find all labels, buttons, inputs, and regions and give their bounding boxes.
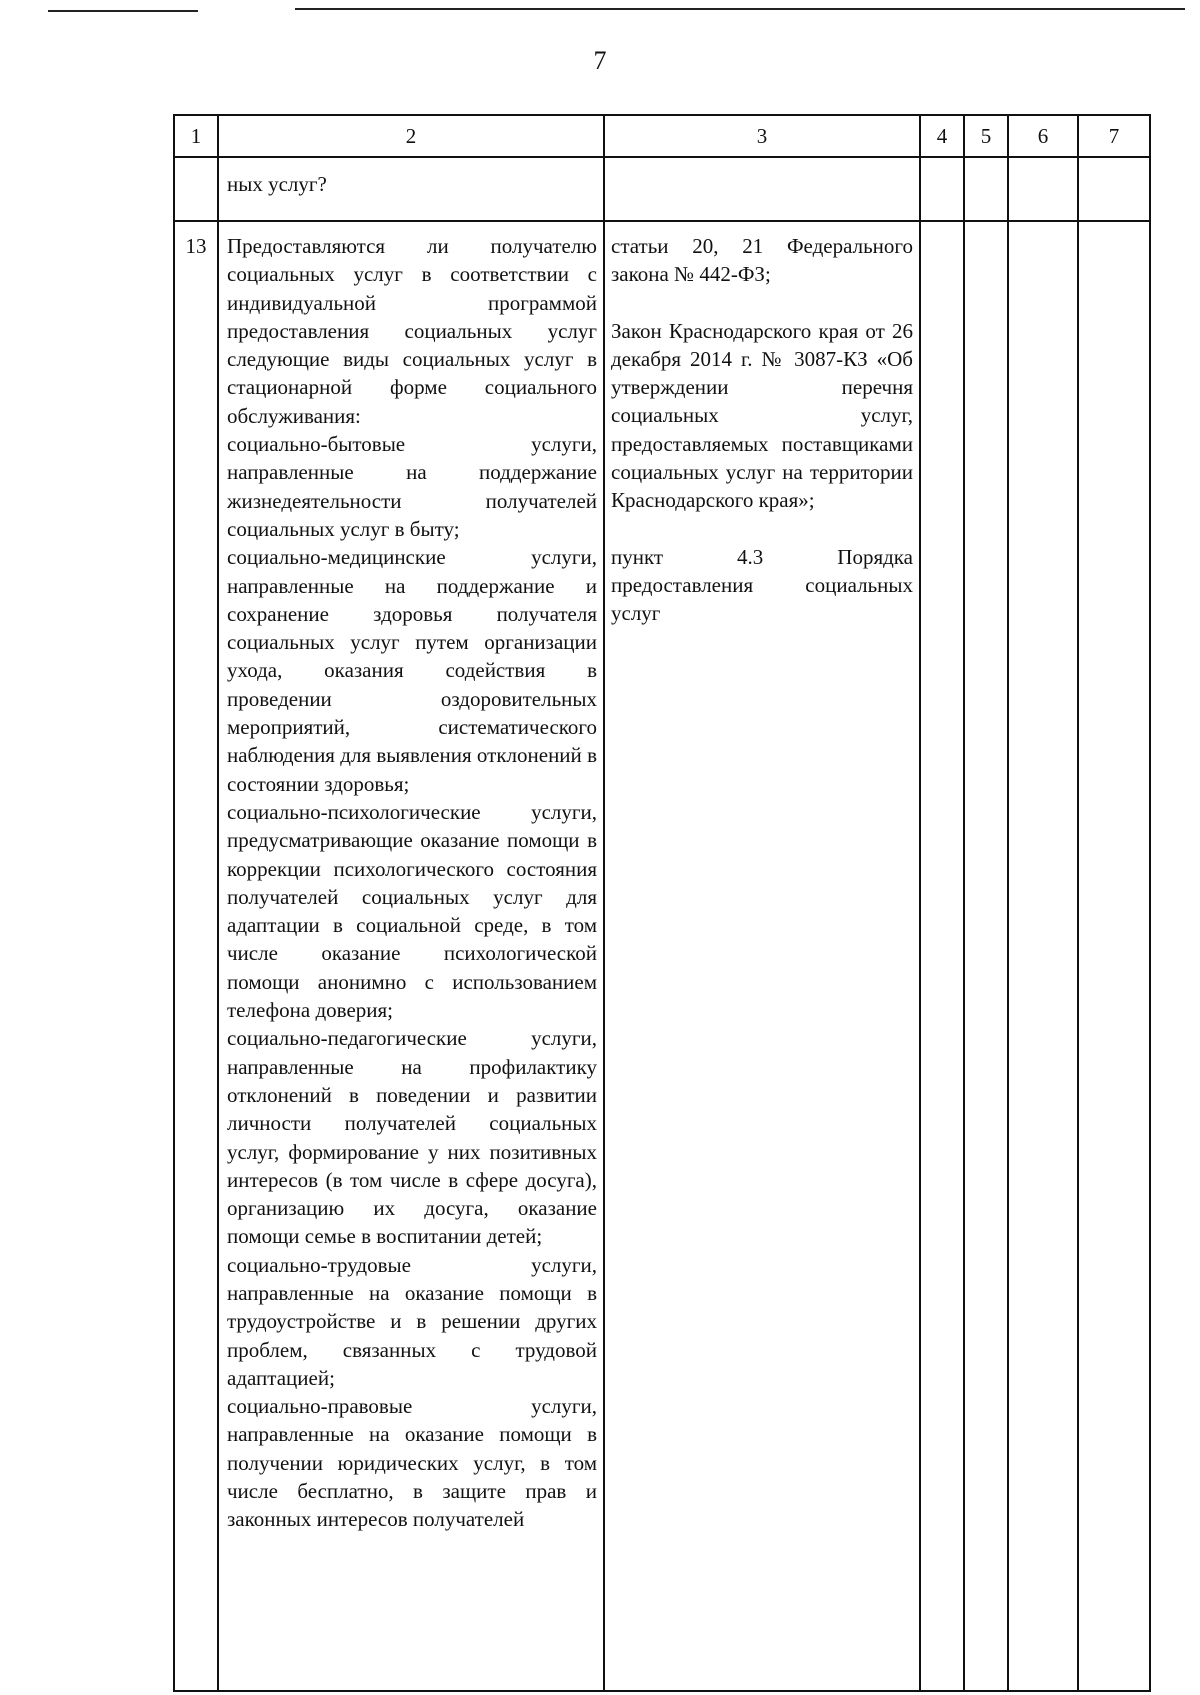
header-col-5: 5 [964, 115, 1008, 157]
service-social-psychological: социально-психологические услуги, предусматривающие оказание помощи в коррекции психологического состояния получателей социальных услуг для адаптации в социальной среде, в том числе оказание психологической помощи анонимно с использованием телефона доверия; [227, 799, 597, 1023]
answer-cell-4 [920, 221, 964, 1691]
cont-cell-7 [1078, 157, 1150, 221]
service-social-pedagogical: социально-педагогические услуги, направленные на профилактику отклонений в поведении и развитии личности получателей социальных услуг, формирование у них позитивных интересов (в том числе в сфере досуга), организацию их досуга, оказание помощи семье в воспитании детей; [227, 1026, 597, 1249]
cont-cell-2 [218, 157, 604, 221]
header-col-4: 4 [920, 115, 964, 157]
service-social-household: социально-бытовые услуги, направленные на поддержание жизнедеятельности получателей социальных услуг в быту; [227, 432, 597, 541]
scan-edge-line-left [48, 10, 198, 12]
cont-cell-4 [920, 157, 964, 221]
page-number: 7 [593, 46, 607, 75]
continuation-row [174, 157, 1150, 221]
header-col-2: 2 [218, 115, 604, 157]
reference-procedure: пункт 4.3 Порядка предоставления социальных услуг [611, 544, 913, 626]
header-row [174, 115, 1150, 157]
question-intro: Предоставляются ли получателю социальных услуг в соответствии с индивидуальной программой предоставления социальных услуг следующие виды социальных услуг в стационарной форме социального обслуживания: [227, 234, 597, 428]
references-cell [604, 221, 920, 1691]
cont-cell-5 [964, 157, 1008, 221]
service-social-legal: социально-правовые услуги, направленные на оказание помощи в получении юридических услуг, в том числе бесплатно, в защите прав и законных интересов получателей [227, 1394, 597, 1532]
scan-edge-line-right [295, 8, 1185, 10]
reference-regional-law: Закон Краснодарского края от 26 декабря 2014 г. № 3087-КЗ «Об утверждении перечня социальных услуг, предоставляемых поставщиками социальных услуг на территории Краснодарского края»; [611, 318, 913, 513]
header-col-6: 6 [1008, 115, 1078, 157]
header-col-3: 3 [604, 115, 920, 157]
answer-cell-5 [964, 221, 1008, 1691]
row-number: 13 [174, 221, 218, 1691]
table-row-13 [174, 221, 1150, 1691]
answer-cell-7 [1078, 221, 1150, 1691]
cont-cell-3 [604, 157, 920, 221]
header-col-7: 7 [1078, 115, 1150, 157]
question-cell [218, 221, 604, 1691]
header-col-1: 1 [174, 115, 218, 157]
service-social-labour: социально-трудовые услуги, направленные на оказание помощи в трудоустройстве и в решении других проблем, связанных с трудовой адаптацией; [227, 1252, 597, 1390]
inspection-table [173, 114, 1151, 1692]
answer-cell-6 [1008, 221, 1078, 1691]
cont-cell-1 [174, 157, 218, 221]
reference-federal-law: статьи 20, 21 Федерального закона № 442-ФЗ; [611, 234, 913, 287]
cont-cell-6 [1008, 157, 1078, 221]
service-social-medical: социально-медицинские услуги, направленные на поддержание и сохранение здоровья получателя социальных услуг путем организации ухода, оказания содействия в проведении оздоровительных мероприятий, систематического наблюдения для выявления отклонений в состоянии здоровья; [227, 545, 597, 796]
continued-question-text: ных услуг? [227, 172, 327, 196]
